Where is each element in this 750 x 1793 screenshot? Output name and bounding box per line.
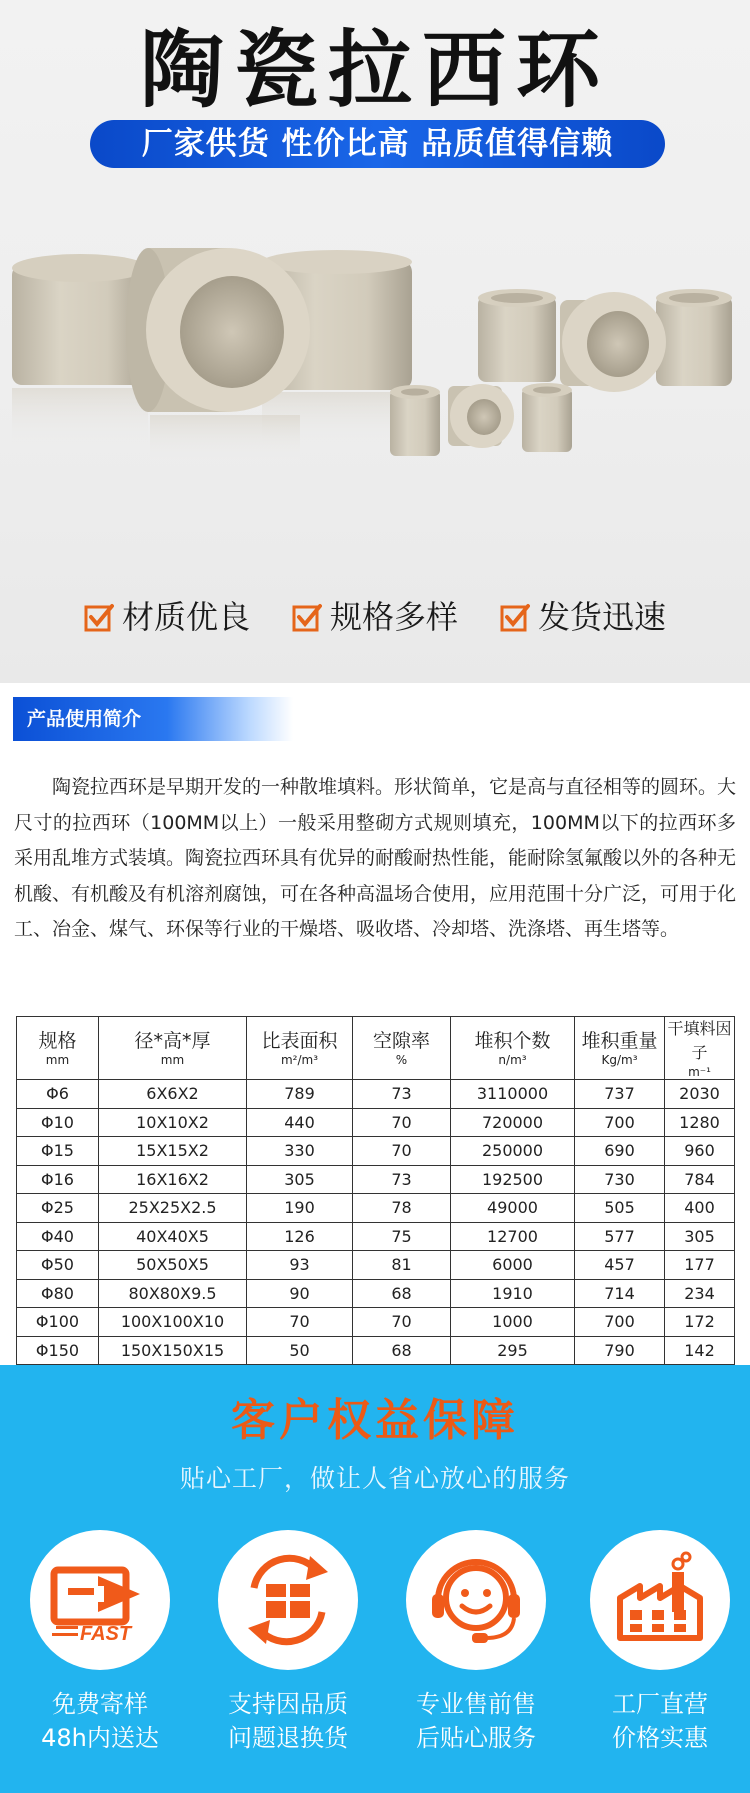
service-item — [590, 1530, 730, 1755]
table-header — [451, 1017, 575, 1080]
fast-icon-text: FAST — [80, 1623, 132, 1645]
table-cell: 3110000 — [451, 1080, 575, 1109]
table-cell: 73 — [353, 1080, 451, 1109]
table-cell: 784 — [665, 1165, 735, 1194]
table-cell: Φ100 — [17, 1308, 99, 1337]
table-row — [17, 1165, 735, 1194]
header-unit: mm — [160, 1053, 185, 1067]
table-cell: Φ10 — [17, 1108, 99, 1137]
table-cell: 78 — [353, 1194, 451, 1223]
table-cell: 50X50X5 — [99, 1251, 247, 1280]
fast-delivery-icon — [48, 1548, 152, 1652]
table-cell: 960 — [665, 1137, 735, 1166]
table-cell: 190 — [247, 1194, 353, 1223]
table-cell: 150X150X15 — [99, 1336, 247, 1365]
service-item-label — [386, 1687, 566, 1755]
check-icon — [84, 602, 114, 632]
table-row — [17, 1222, 735, 1251]
table-cell: 457 — [575, 1251, 665, 1280]
table-cell: 90 — [247, 1279, 353, 1308]
table-cell: Φ16 — [17, 1165, 99, 1194]
table-cell: 100X100X10 — [99, 1308, 247, 1337]
table-cell: 505 — [575, 1194, 665, 1223]
table-cell: 714 — [575, 1279, 665, 1308]
feature-label: 发货迅速 — [538, 598, 667, 636]
hero-banner — [0, 0, 750, 683]
service-item-label — [198, 1687, 378, 1755]
service-line-2: 问题退换货 — [228, 1724, 348, 1752]
check-icon — [500, 602, 530, 632]
table-cell: 700 — [575, 1308, 665, 1337]
header-label: 规格 — [38, 1030, 77, 1052]
table-cell: 80X80X9.5 — [99, 1279, 247, 1308]
table-row — [17, 1108, 735, 1137]
header-unit: mm — [45, 1053, 70, 1067]
table-cell: 68 — [353, 1279, 451, 1308]
service-line-2: 价格实惠 — [612, 1724, 708, 1752]
table-header — [99, 1017, 247, 1080]
table-cell: 789 — [247, 1080, 353, 1109]
table-cell: 737 — [575, 1080, 665, 1109]
table-cell: 70 — [353, 1137, 451, 1166]
table-cell: 305 — [247, 1165, 353, 1194]
service-section — [0, 1365, 750, 1793]
table-cell: 40X40X5 — [99, 1222, 247, 1251]
feature-item — [500, 592, 666, 642]
page-title: 陶瓷拉西环 — [139, 21, 610, 119]
service-line-1: 免费寄样 — [52, 1690, 148, 1718]
table-header-row — [17, 1017, 735, 1080]
table-cell: Φ150 — [17, 1336, 99, 1365]
service-line-2: 48h内送达 — [41, 1724, 159, 1752]
table-row — [17, 1279, 735, 1308]
table-cell: 50 — [247, 1336, 353, 1365]
table-cell: 49000 — [451, 1194, 575, 1223]
service-item — [218, 1530, 358, 1755]
service-item-label — [570, 1687, 750, 1755]
table-cell: 10X10X2 — [99, 1108, 247, 1137]
table-cell: 330 — [247, 1137, 353, 1166]
table-cell: 295 — [451, 1336, 575, 1365]
feature-item — [292, 592, 458, 642]
table-cell: 70 — [353, 1108, 451, 1137]
ceramic-rings-photo — [0, 220, 750, 580]
table-cell: 1000 — [451, 1308, 575, 1337]
header-label: 空隙率 — [372, 1030, 430, 1052]
service-line-1: 专业售前售 — [416, 1690, 536, 1718]
table-cell: 177 — [665, 1251, 735, 1280]
header-unit: % — [395, 1053, 408, 1067]
section-heading-intro — [13, 697, 293, 741]
table-cell: Φ50 — [17, 1251, 99, 1280]
table-cell: 2030 — [665, 1080, 735, 1109]
feature-list — [0, 592, 750, 642]
table-cell: 192500 — [451, 1165, 575, 1194]
table-cell: 790 — [575, 1336, 665, 1365]
feature-item — [84, 592, 250, 642]
table-cell: 720000 — [451, 1108, 575, 1137]
table-cell: 577 — [575, 1222, 665, 1251]
table-cell: 6000 — [451, 1251, 575, 1280]
exchange-icon — [236, 1548, 340, 1652]
table-header — [247, 1017, 353, 1080]
table-cell: Φ40 — [17, 1222, 99, 1251]
table-cell: 15X15X2 — [99, 1137, 247, 1166]
service-item-label — [10, 1687, 190, 1755]
service-item — [30, 1530, 170, 1755]
header-unit: m⁻¹ — [688, 1065, 711, 1079]
table-cell: 1280 — [665, 1108, 735, 1137]
factory-icon — [608, 1548, 712, 1652]
table-cell: 25X25X2.5 — [99, 1194, 247, 1223]
table-cell: 73 — [353, 1165, 451, 1194]
table-row — [17, 1194, 735, 1223]
table-cell: 70 — [247, 1308, 353, 1337]
table-cell: 70 — [353, 1308, 451, 1337]
table-cell: 730 — [575, 1165, 665, 1194]
table-cell: 700 — [575, 1108, 665, 1137]
service-icon-circle — [30, 1530, 170, 1670]
table-cell: 68 — [353, 1336, 451, 1365]
check-icon — [292, 602, 322, 632]
table-row — [17, 1308, 735, 1337]
header-unit: n/m³ — [498, 1053, 527, 1067]
table-cell: Φ25 — [17, 1194, 99, 1223]
table-cell: Φ6 — [17, 1080, 99, 1109]
header-label: 堆积重量 — [581, 1030, 658, 1052]
table-row — [17, 1137, 735, 1166]
feature-label: 规格多样 — [329, 598, 458, 636]
customer-service-icon — [424, 1548, 528, 1652]
feature-label: 材质优良 — [121, 598, 250, 636]
service-line-1: 工厂直营 — [612, 1690, 708, 1718]
service-item — [406, 1530, 546, 1755]
table-cell: 126 — [247, 1222, 353, 1251]
table-cell: 440 — [247, 1108, 353, 1137]
service-icon-circle — [406, 1530, 546, 1670]
header-label: 径*高*厚 — [134, 1030, 211, 1052]
service-title: 客户权益保障 — [231, 1395, 519, 1446]
service-line-2: 后贴心服务 — [416, 1724, 536, 1752]
table-cell: 690 — [575, 1137, 665, 1166]
table-cell: 172 — [665, 1308, 735, 1337]
header-label: 堆积个数 — [474, 1030, 551, 1052]
table-cell: 1910 — [451, 1279, 575, 1308]
table-header — [575, 1017, 665, 1080]
spec-table — [16, 1016, 735, 1365]
section-heading-label: 产品使用简介 — [27, 708, 142, 730]
header-label: 比表面积 — [261, 1030, 338, 1052]
intro-paragraph: 陶瓷拉西环是早期开发的一种散堆填料。形状简单，它是高与直径相等的圆环。大尺寸的拉西环（100MM以上）一般采用整砌方式规则填充，100MM以下的拉西环多采用乱堆方式装填。陶瓷拉西环具有优异的耐酸耐热性能，能耐除氢氟酸以外的各种无机酸、有机酸及有机溶剂腐蚀，可在各种高温场合使用，应用范围十分广泛，可用于化工、冶金、煤气、环保等行业的干燥塔、吸收塔、冷却塔、洗涤塔、再生塔等。 — [14, 776, 737, 940]
table-cell: Φ15 — [17, 1137, 99, 1166]
table-row — [17, 1080, 735, 1109]
table-cell: 400 — [665, 1194, 735, 1223]
header-label: 干填料因子 — [667, 1019, 732, 1062]
service-line-1: 支持因品质 — [228, 1690, 348, 1718]
table-body — [17, 1080, 735, 1365]
table-cell: 305 — [665, 1222, 735, 1251]
table-cell: 250000 — [451, 1137, 575, 1166]
header-unit: Kg/m³ — [601, 1053, 638, 1067]
table-cell: 93 — [247, 1251, 353, 1280]
table-cell: 234 — [665, 1279, 735, 1308]
service-icon-circle — [590, 1530, 730, 1670]
header-unit: m²/m³ — [280, 1053, 319, 1067]
table-cell: Φ80 — [17, 1279, 99, 1308]
table-cell: 81 — [353, 1251, 451, 1280]
table-cell: 16X16X2 — [99, 1165, 247, 1194]
table-header — [17, 1017, 99, 1080]
slogan-bar: 厂家供货 性价比高 品质值得信赖 — [90, 120, 665, 168]
table-header — [665, 1017, 735, 1080]
service-subtitle: 贴心工厂，做让人省心放心的服务 — [179, 1464, 570, 1493]
service-icon-circle — [218, 1530, 358, 1670]
table-cell: 75 — [353, 1222, 451, 1251]
table-row — [17, 1336, 735, 1365]
table-header — [353, 1017, 451, 1080]
table-cell: 142 — [665, 1336, 735, 1365]
table-row — [17, 1251, 735, 1280]
table-cell: 12700 — [451, 1222, 575, 1251]
table-cell: 6X6X2 — [99, 1080, 247, 1109]
